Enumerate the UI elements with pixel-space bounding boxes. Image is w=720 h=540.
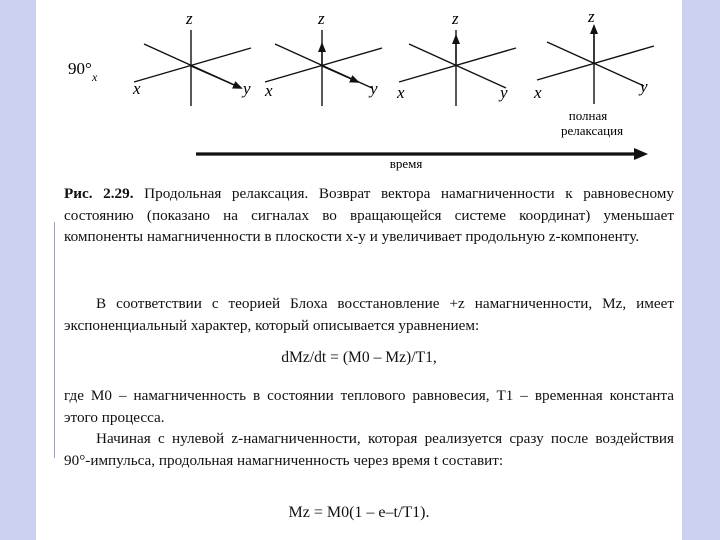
caption-label: Рис. 2.29. bbox=[64, 185, 134, 202]
paragraph-bloch: В соответствии с теорией Блоха восстановление +z намагниченности, Mz, имеет экспоненциальный характер, который описывается уравнением: bbox=[64, 295, 674, 334]
axis-y-label: y bbox=[500, 83, 508, 102]
frame-3 bbox=[396, 9, 516, 106]
pulse-subscript: x bbox=[92, 70, 98, 84]
full-relaxation-label-2: релаксация bbox=[560, 123, 624, 138]
axis-y-label: y bbox=[370, 79, 378, 98]
equation-mz: Mz = M0(1 – e–t/T1). bbox=[288, 504, 430, 521]
axis-y-label: y bbox=[243, 79, 251, 98]
full-relaxation-label-1: полная bbox=[568, 108, 608, 123]
axis-x-label: x bbox=[133, 79, 141, 98]
axis-z-label: z bbox=[186, 9, 193, 28]
axis-z-label: z bbox=[318, 9, 325, 28]
relaxation-figure bbox=[36, 0, 682, 172]
axis-z-label: z bbox=[588, 7, 595, 26]
document-page bbox=[36, 0, 682, 540]
time-label: время bbox=[389, 156, 423, 171]
axis-z-label: z bbox=[452, 9, 459, 28]
frame-4 bbox=[533, 7, 654, 138]
frame-1 bbox=[132, 9, 251, 106]
axis-x-label: x bbox=[397, 83, 405, 102]
figure-caption bbox=[64, 183, 674, 248]
axis-x-label: x bbox=[534, 83, 542, 102]
pulse-label: 90° bbox=[68, 59, 92, 78]
caption-text: Продольная релаксация. Возврат вектора намагниченности к равновесному состоянию (показано на сигналах во вращающейся системе координат) уменьшает компоненты намагниченности в плоскости x-y и увеличивает продольную z-компоненту. bbox=[64, 185, 674, 245]
axis-x-label: x bbox=[265, 81, 273, 100]
margin-line bbox=[54, 222, 55, 458]
equation-dmz-dt: dMz/dt = (M0 – Mz)/T1, bbox=[281, 349, 437, 366]
frame-2 bbox=[264, 9, 382, 106]
paragraph-definitions: где M0 – намагниченность в состоянии теплового равновесия, T1 – временная константа этого процесса. bbox=[64, 387, 674, 426]
axis-y-label: y bbox=[640, 77, 648, 96]
time-arrowhead bbox=[634, 148, 648, 160]
paragraph-starting: Начиная с нулевой z-намагниченности, которая реализуется сразу после воздействия 90°-импульса, продольная намагниченность через время t составит: bbox=[64, 430, 674, 469]
